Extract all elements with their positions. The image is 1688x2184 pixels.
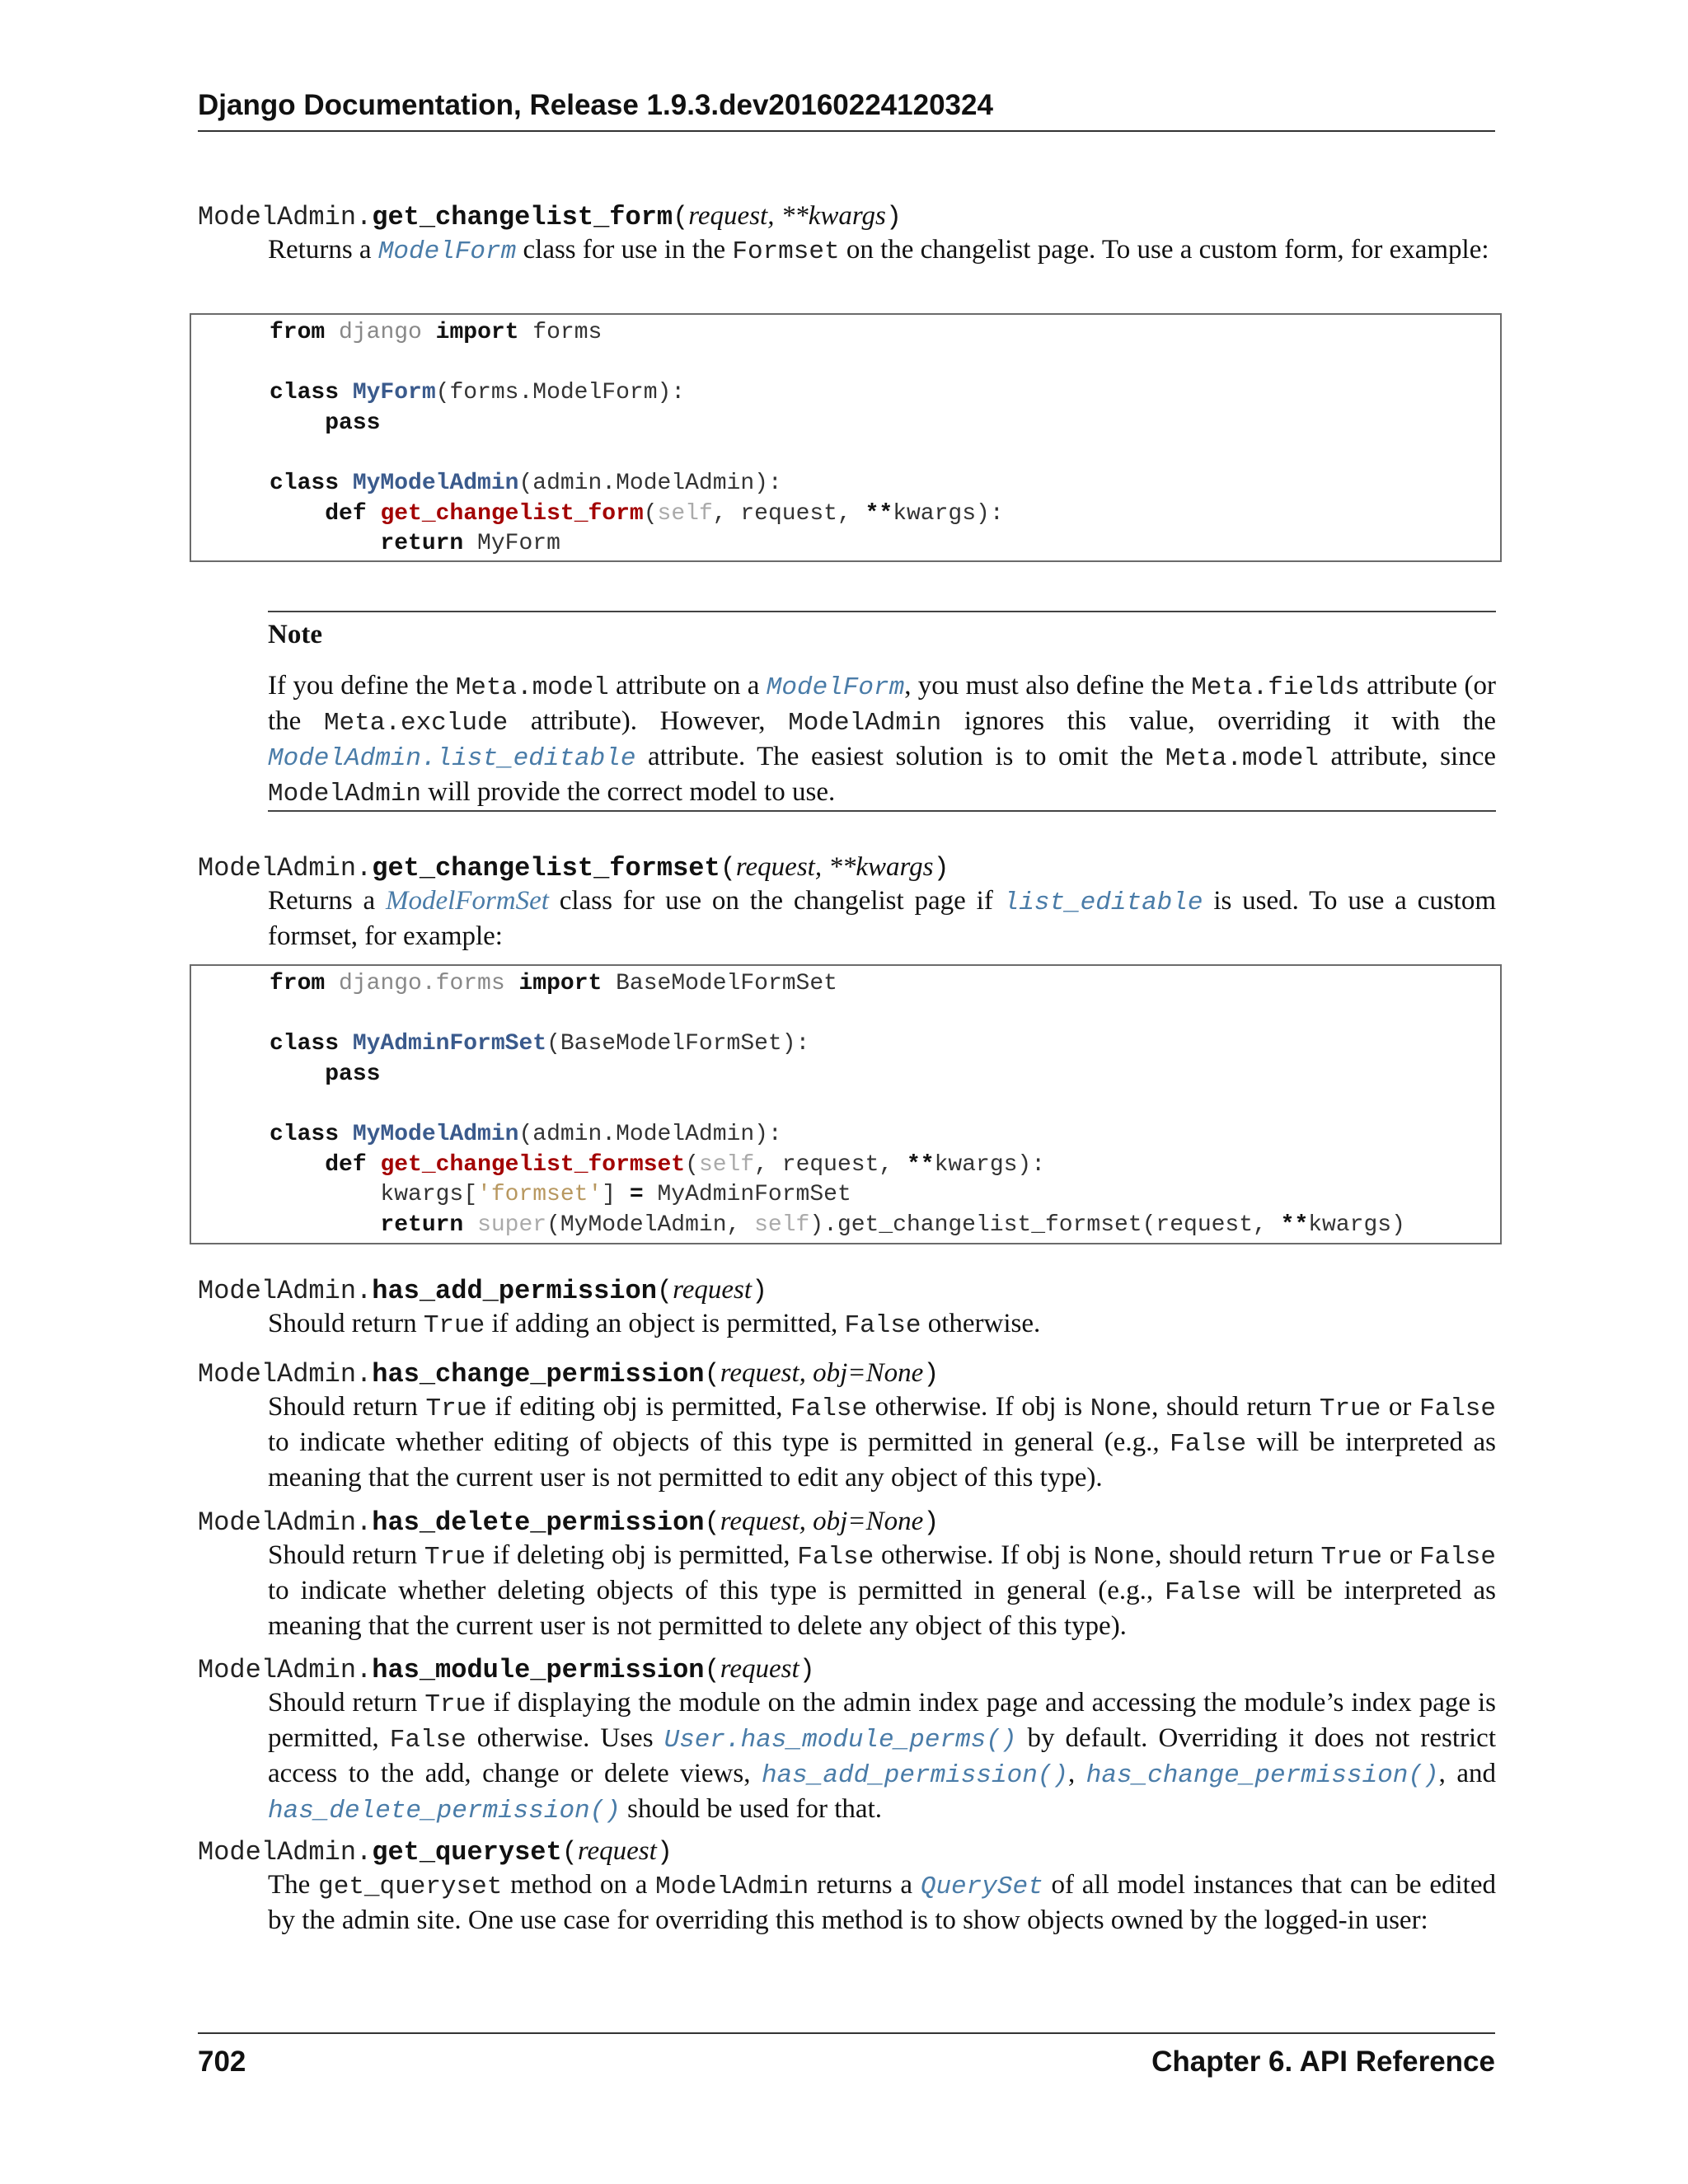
- note-body: If you define the Meta.model attribute on a ModelForm, you must also define the Meta.fields attribute (or the Meta.exclude attribute). However, ModelAdmin ignores this value, overriding it with the ModelAdmin.list_editable attribute. The easiest solution is to omit the Meta.model attribute, since ModelAdmin will provide the correct model to use.: [268, 671, 1497, 808]
- signature-has-add-permission: ModelAdmin.has_add_permission(request): [198, 1275, 768, 1306]
- method-name[interactable]: has_delete_permission: [372, 1507, 705, 1538]
- link-modelformset[interactable]: ModelFormSet: [385, 886, 549, 916]
- link-has-change-permission[interactable]: has_change_permission(): [1085, 1761, 1439, 1790]
- footer-rule: [198, 2032, 1495, 2034]
- signature-has-module-permission: ModelAdmin.has_module_permission(request): [198, 1654, 815, 1685]
- description-get-changelist-form: Returns a ModelForm class for use in the Formset on the changelist page. To use a custom form, for example:: [268, 235, 1489, 266]
- link-has-module-perms[interactable]: User.has_module_perms(): [663, 1726, 1017, 1755]
- description-get-changelist-formset: Returns a ModelFormSet class for use on the changelist page if list_editable is used. To use a custom formset, for example:: [268, 886, 1496, 951]
- signature-has-change-permission: ModelAdmin.has_change_permission(request, obj=None): [198, 1358, 940, 1390]
- method-name[interactable]: has_change_permission: [372, 1359, 705, 1390]
- link-list-editable[interactable]: ModelAdmin.list_editable: [268, 744, 636, 773]
- code-block-changelist-formset: from django.forms import BaseModelFormSet class MyAdminFormSet(BaseModelFormSet): pass class MyModelAdmin(admin.ModelAdmin): def get_changelist_formset(self, request, **kwargs): kwargs['formset'] = MyAdminFormSet return super(MyModelAdmin, self).get_changelist_formset(request, **kwargs): [190, 964, 1502, 1244]
- method-name[interactable]: get_queryset: [372, 1837, 562, 1868]
- description-has-add-permission: Should return True if adding an object is permitted, False otherwise.: [268, 1309, 1041, 1340]
- note-top-rule: [268, 611, 1496, 612]
- link-list-editable[interactable]: list_editable: [1003, 888, 1203, 917]
- method-name[interactable]: has_add_permission: [372, 1276, 657, 1306]
- link-modelform[interactable]: ModelForm: [766, 673, 905, 702]
- method-params: request, **kwargs: [688, 201, 886, 231]
- code-block-changelist-form: from django import forms class MyForm(forms.ModelForm): pass class MyModelAdmin(admin.ModelAdmin): def get_changelist_form(self, request, **kwargs): return MyForm: [190, 313, 1502, 562]
- description-get-queryset: The get_queryset method on a ModelAdmin returns a QuerySet of all model instances that can be edited by the admin site. One use case for overriding this method is to show objects owned by the logged-in user:: [268, 1870, 1496, 1935]
- signature-get-changelist-form: ModelAdmin.get_changelist_form(request, **kwargs): [198, 201, 903, 232]
- signature-has-delete-permission: ModelAdmin.has_delete_permission(request, obj=None): [198, 1507, 940, 1538]
- description-has-change-permission: Should return True if editing obj is permitted, False otherwise. If obj is None, should return True or False to indicate whether editing of objects of this type is permitted in general (e.g., False will be interpreted as meaning that the current user is not permitted to edit any object of this type).: [268, 1392, 1496, 1493]
- page-header: [198, 89, 1495, 122]
- page-number: 702: [198, 2046, 246, 2078]
- method-name[interactable]: has_module_permission: [372, 1655, 705, 1685]
- link-has-add-permission[interactable]: has_add_permission(): [761, 1761, 1069, 1790]
- chapter-label: Chapter 6. API Reference: [1151, 2046, 1495, 2078]
- signature-get-queryset: ModelAdmin.get_queryset(request): [198, 1836, 673, 1868]
- note-bottom-rule: [268, 810, 1496, 812]
- method-name[interactable]: get_changelist_formset: [372, 853, 720, 883]
- link-queryset[interactable]: QuerySet: [920, 1872, 1043, 1901]
- class-prefix: ModelAdmin.: [198, 202, 373, 232]
- link-has-delete-permission[interactable]: has_delete_permission(): [268, 1797, 621, 1825]
- link-modelform[interactable]: ModelForm: [377, 237, 517, 266]
- description-has-delete-permission: Should return True if deleting obj is permitted, False otherwise. If obj is None, should return True or False to indicate whether deleting objects of this type is permitted in general (e.g., False will be interpreted as meaning that the current user is not permitted to delete any object of this type).: [268, 1540, 1497, 1641]
- signature-get-changelist-formset: ModelAdmin.get_changelist_formset(request, **kwargs): [198, 852, 950, 883]
- description-has-module-permission: Should return True if displaying the module on the admin index page and accessing the module’s index page is permitted, False otherwise. Uses User.has_module_perms() by default. Overriding it does not restrict access to the add, change or delete views, has_add_permission(), has_change_permission(), and has_delete_permission() should be used for that.: [268, 1688, 1497, 1825]
- method-name[interactable]: get_changelist_form: [372, 202, 673, 232]
- note-title: Note: [268, 620, 322, 649]
- header-rule: [198, 130, 1495, 132]
- document-title: Django Documentation, Release 1.9.3.dev20160224120324: [198, 89, 993, 121]
